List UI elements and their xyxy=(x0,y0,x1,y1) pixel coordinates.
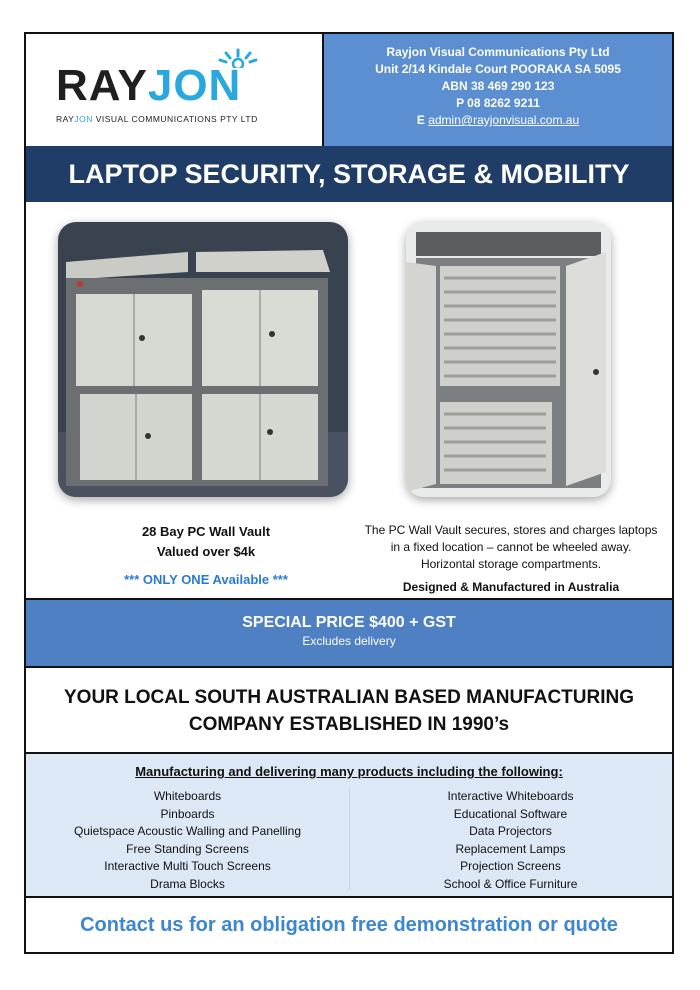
abn: ABN 38 469 290 123 xyxy=(441,79,555,93)
local-line-1: YOUR LOCAL SOUTH AUSTRALIAN BASED MANUFACTURING xyxy=(64,687,634,708)
list-item: Quietspace Acoustic Walling and Panelling xyxy=(73,824,302,838)
made-in-australia: Designed & Manufactured in Australia xyxy=(402,580,620,594)
list-item: Interactive Whiteboards xyxy=(447,789,574,803)
street-address: Unit 2/14 Kindale Court POORAKA SA 5095 xyxy=(375,62,621,76)
logo-subtitle xyxy=(56,114,258,124)
list-item: Replacement Lamps xyxy=(455,841,566,856)
list-item: Projection Screens xyxy=(460,859,561,873)
phone: P 08 8262 9211 xyxy=(456,96,540,110)
company-name: Rayjon Visual Communications Pty Ltd xyxy=(386,45,610,59)
contact-call-to-action: Contact us for an obligation free demonstration or quote xyxy=(80,914,618,936)
local-line-2: COMPANY ESTABLISHED IN 1990’s xyxy=(188,714,510,735)
list-item: Drama Blocks xyxy=(150,876,225,891)
list-item: Educational Software xyxy=(453,806,568,821)
logo-word-blue: JON xyxy=(147,61,242,110)
logo-sub-dark-2: VISUAL COMMUNICATIONS PTY LTD xyxy=(92,114,258,124)
email-prefix: E xyxy=(416,113,429,127)
product-name: 28 Bay PC Wall Vault xyxy=(141,524,271,539)
description-line-2: in a fixed location – cannot be wheeled away. xyxy=(390,540,632,554)
email-link[interactable]: admin@rayjonvisual.com.au xyxy=(428,113,580,127)
logo-sub-dark-1: RAY xyxy=(56,114,75,124)
products-section xyxy=(26,754,672,898)
price-note: Excludes delivery xyxy=(302,634,396,648)
logo-wordmark xyxy=(56,61,242,110)
cabinet-closed-image xyxy=(58,222,348,497)
product-description xyxy=(351,522,671,596)
products-right-column xyxy=(349,788,672,893)
list-item: Free Standing Screens xyxy=(126,841,249,856)
product-caption xyxy=(96,522,316,590)
local-company-statement xyxy=(26,668,672,754)
products-heading: Manufacturing and delivering many products including the following: xyxy=(135,764,563,779)
header xyxy=(26,34,672,146)
cabinet-open-image xyxy=(406,222,611,497)
address-block xyxy=(324,34,672,146)
list-item: Pinboards xyxy=(160,806,215,821)
list-item: Interactive Multi Touch Screens xyxy=(104,859,271,873)
email-line xyxy=(324,112,672,129)
price-banner xyxy=(26,598,672,668)
cabinet-open-photo xyxy=(406,222,611,497)
availability-note: *** ONLY ONE Available *** xyxy=(124,572,288,587)
cabinet-closed-photo xyxy=(58,222,348,497)
flyer xyxy=(24,32,674,954)
list-item: Data Projectors xyxy=(469,824,552,838)
logo xyxy=(26,34,324,146)
products-left-column xyxy=(26,788,349,893)
product-value: Valued over $4k xyxy=(156,544,256,559)
description-line-1: The PC Wall Vault secures, stores and charges laptops xyxy=(364,523,658,537)
page-title: LAPTOP SECURITY, STORAGE & MOBILITY xyxy=(26,146,672,202)
list-item: Whiteboards xyxy=(153,789,222,803)
list-item: School & Office Furniture xyxy=(443,876,578,891)
description-line-3: Horizontal storage compartments. xyxy=(420,557,602,571)
logo-word-dark: RAY xyxy=(56,61,148,110)
logo-sub-blue: JON xyxy=(74,114,93,124)
special-price: SPECIAL PRICE $400 + GST xyxy=(242,614,456,631)
